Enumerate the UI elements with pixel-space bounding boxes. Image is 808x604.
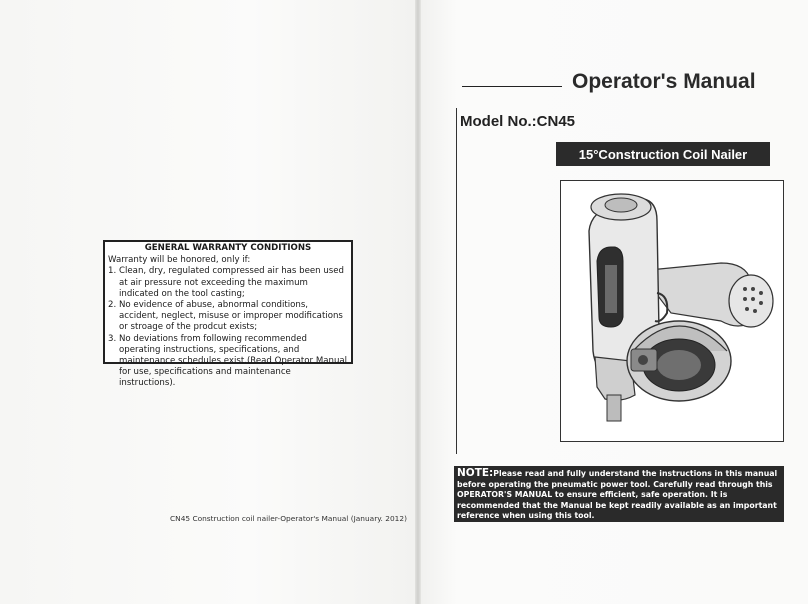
note-box [454,466,784,522]
warranty-intro: Warranty will be honored, only if: [108,255,251,266]
manual-title: Operator's Manual [572,70,756,93]
model-number: Model No.:CN45 [460,113,576,130]
warranty-box [103,240,353,389]
coil-nailer-illustration [561,181,783,441]
warranty-item [108,266,348,300]
product-banner: 15°Construction Coil Nailer [556,142,770,166]
warranty-item [108,334,348,390]
warranty-item-number: 2. [108,300,117,311]
warranty-item [108,300,348,334]
warranty-item-number: 3. [108,333,117,344]
title-rule [462,86,562,87]
side-rule [456,108,457,454]
product-photo [560,180,784,442]
footer-note: CN45 Construction coil nailer-Operator's Manual (January. 2012) [170,514,407,523]
warranty-title: GENERAL WARRANTY CONDITIONS [144,243,312,253]
warranty-item-number: 1. [108,266,117,277]
warranty-item-text: No evidence of abuse, abnormal conditions, accident, neglect, misuse or improper modifications or stroage of the prodcut exists; [119,300,343,333]
note-text: Please read and fully understand the instructions in this manual before operating the pneumatic power tool. Carefully read through this OPERATOR'S MANUAL to ensure efficient, safe operation. It is recommended that the Manual be kept readily available as an important reference when using this tool. [457,469,778,520]
warranty-list [108,266,348,389]
page-fold [415,0,421,604]
warranty-item-text: No deviations from following recommended operating instructions, specifications, and maintenance schedules exist.(Read Operator Manual for use, specifications and maintenance instructions). [119,333,348,389]
warranty-item-text: Clean, dry, regulated compressed air has been used at air pressure not exceeding the maximum indicated on the tool casting; [119,266,345,299]
note-label: NOTE: [457,467,494,479]
